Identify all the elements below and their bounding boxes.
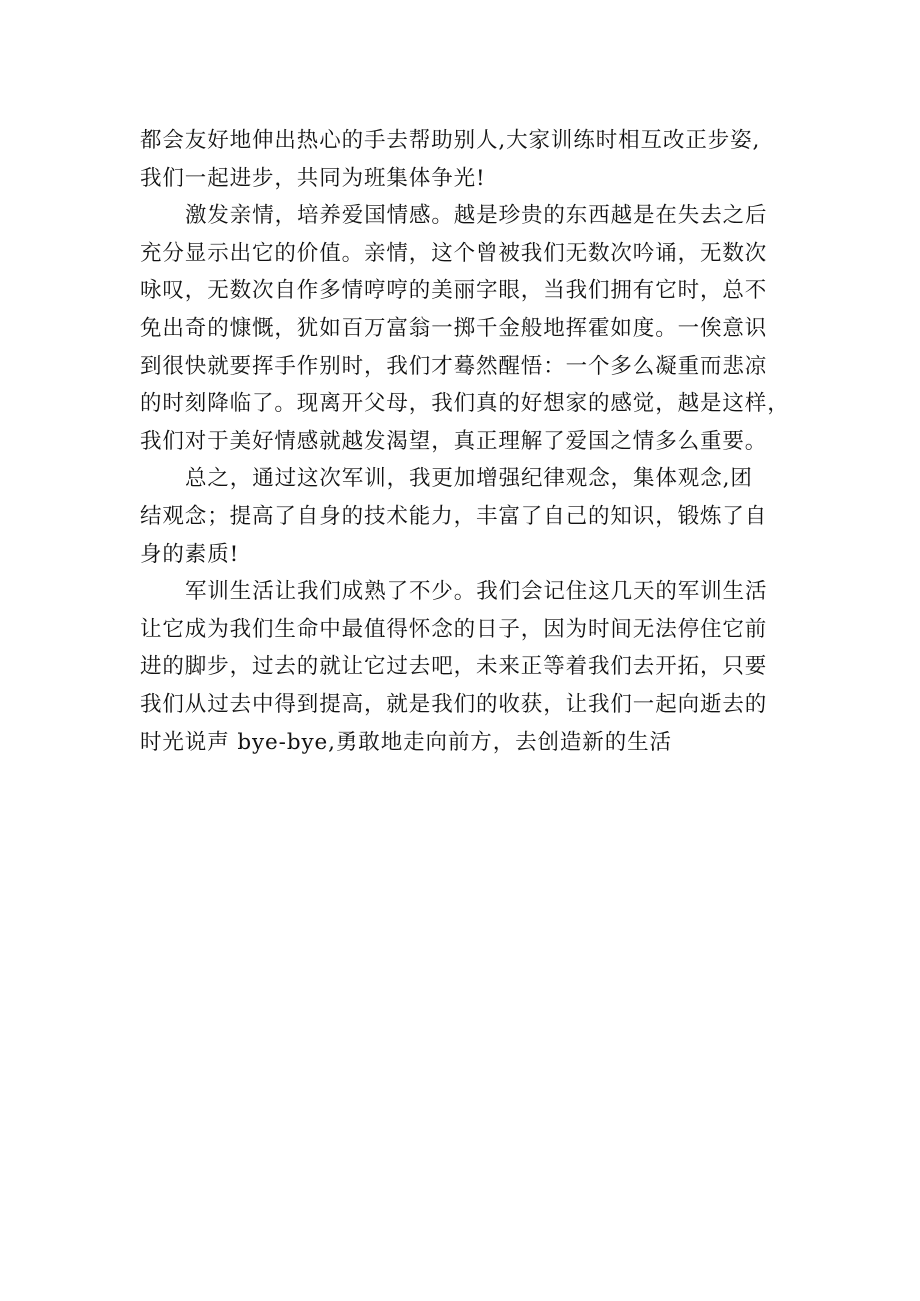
text-line-4: 充分显示出它的价值。亲情，这个曾被我们无数次吟诵，无数次 — [140, 240, 768, 266]
text-line-10: 总之，通过这次军训，我更加增强纪律观念，集体观念,团 — [185, 466, 753, 492]
text-line-5: 咏叹，无数次自作多情哼哼的美丽字眼，当我们拥有它时，总不 — [140, 278, 768, 304]
text-line-2: 我们一起进步，共同为班集体争光! — [140, 165, 486, 191]
text-line-14: 让它成为我们生命中最值得怀念的日子，因为时间无法停住它前 — [140, 616, 768, 642]
text-line-6: 免出奇的慷慨，犹如百万富翁一掷千金般地挥霍如度。一俟意识 — [140, 315, 768, 341]
text-line-17: 时光说声 bye-bye,勇敢地走向前方，去创造新的生活 — [140, 729, 672, 755]
body-text — [140, 122, 810, 761]
text-line-15: 进的脚步，过去的就让它过去吧，未来正等着我们去开拓，只要 — [140, 654, 768, 680]
text-line-9: 我们对于美好情感就越发渴望，真正理解了爱国之情多么重要。 — [140, 428, 768, 454]
text-line-3: 激发亲情，培养爱国情感。越是珍贵的东西越是在失去之后 — [185, 203, 768, 229]
text-line-7: 到很快就要挥手作别时，我们才蓦然醒悟：一个多么凝重而悲凉 — [140, 353, 768, 379]
text-line-8: 的时刻降临了。现离开父母，我们真的好想家的感觉，越是这样， — [140, 391, 790, 417]
text-line-1: 都会友好地伸出热心的手去帮助别人,大家训练时相互改正步姿, — [140, 128, 761, 153]
text-line-16: 我们从过去中得到提高，就是我们的收获，让我们一起向逝去的 — [140, 691, 768, 717]
text-line-13: 军训生活让我们成熟了不少。我们会记住这几天的军训生活 — [185, 579, 768, 605]
text-line-12: 身的素质! — [140, 541, 240, 567]
text-line-11: 结观念；提高了自身的技术能力，丰富了自己的知识，锻炼了自 — [140, 503, 768, 529]
